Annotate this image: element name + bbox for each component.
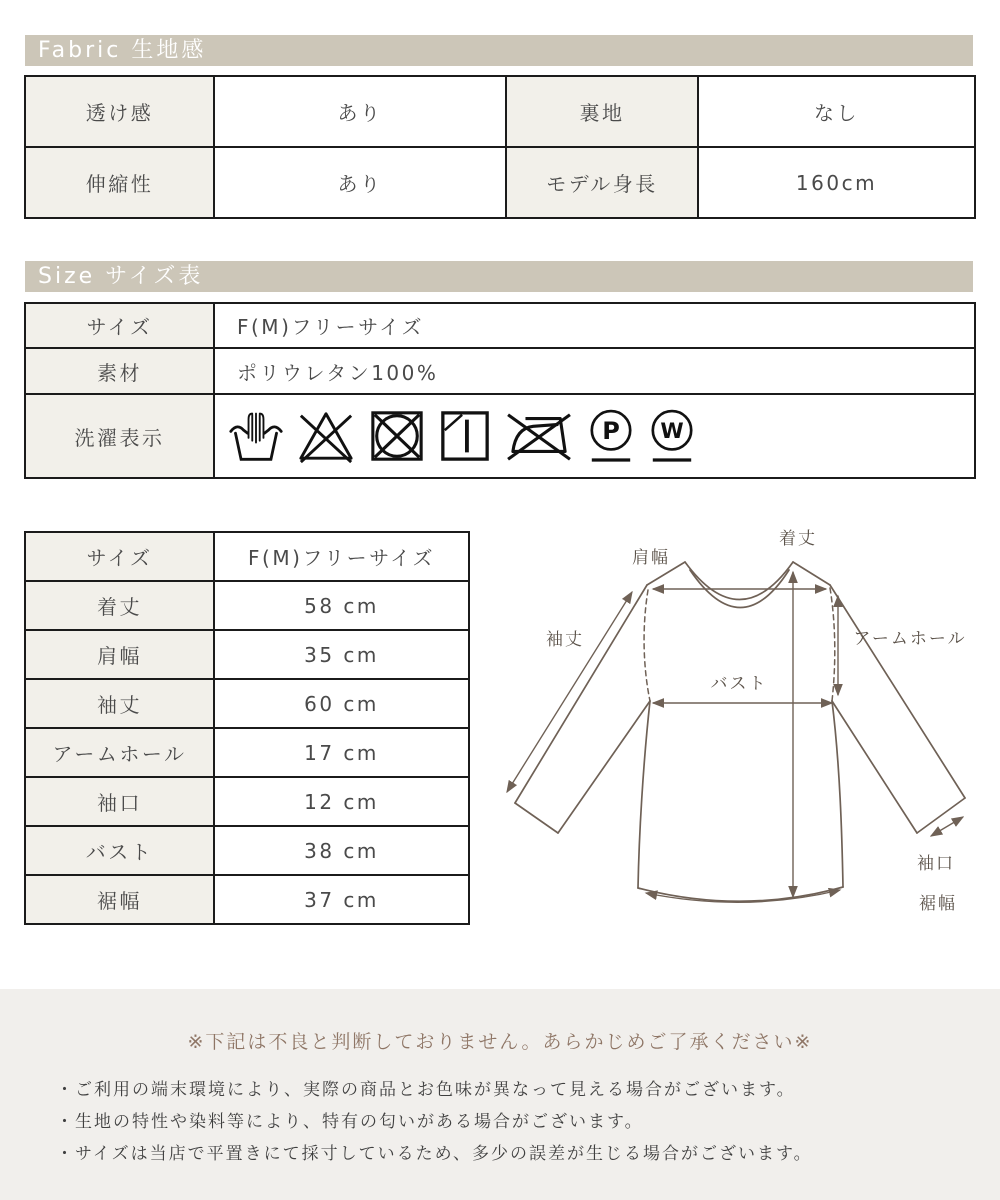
table-row [25,394,975,478]
measure-cuff-value: 12 cm [214,777,469,826]
measure-armhole-label: アームホール [25,728,214,777]
table-row [25,303,975,348]
fabric-label-lining: 裏地 [506,76,698,147]
do-not-iron-icon [504,407,574,465]
table-row [25,147,975,218]
measure-hem-value: 37 cm [214,875,469,924]
fabric-value-model-height: 160cm [698,147,975,218]
table-row [25,826,469,875]
dry-in-shade-icon [439,409,491,463]
fabric-value-sheerness: あり [214,76,506,147]
diagram-bust-label: バスト [710,674,768,694]
notes-heading: ※下記は不良と判断しておりません。あらかじめご了承ください※ [187,1031,813,1053]
measurement-arrows [507,572,963,902]
note-item: ・ご利用の端末環境により、実際の商品とお色味が異なって見える場合がございます。 [56,1080,796,1100]
measure-shoulder-label: 肩幅 [25,630,214,679]
note-item: ・サイズは当店で平置きにて採寸しているため、多少の誤差が生じる場合がございます。 [56,1144,813,1164]
hand-wash-icon [228,407,284,465]
notes-list [56,1074,1000,1170]
table-row [25,679,469,728]
measure-armhole-value: 17 cm [214,728,469,777]
diagram-shoulder-label: 肩幅 [632,548,670,568]
wet-clean-letter: W [660,417,684,443]
measure-shoulder-value: 35 cm [214,630,469,679]
notes-section [0,989,1000,1200]
table-row [25,532,469,581]
fabric-value-stretch: あり [214,147,506,218]
fabric-value-lining: なし [698,76,975,147]
table-row [25,630,469,679]
garment-outline [515,562,965,901]
table-row [25,875,469,924]
fabric-label-model-height: モデル身長 [506,147,698,218]
fabric-section-title: Fabric 生地感 [38,38,207,63]
diagram-sleeve-label: 袖丈 [546,630,584,650]
dry-clean-p-icon [587,407,635,465]
size-section-title: Size サイズ表 [38,264,204,289]
diagram-armhole-label: アームホール [853,629,967,649]
measure-cuff-label: 袖口 [25,777,214,826]
measure-sleeve-label: 袖丈 [25,679,214,728]
measure-hem-label: 裾幅 [25,875,214,924]
measurements-table [24,531,470,925]
table-row [25,76,975,147]
table-row [25,777,469,826]
measure-bust-label: バスト [25,826,214,875]
garment-measurement-diagram [480,505,1000,965]
measure-length-label: 着丈 [25,581,214,630]
measure-size-value: F(M)フリーサイズ [214,532,469,581]
laundry-icon-row [215,407,974,465]
diagram-length-label: 着丈 [779,529,817,549]
material-value: ポリウレタン100% [214,348,975,394]
care-symbols-cell [214,394,975,478]
fabric-table [24,75,976,219]
diagram-cuff-label: 袖口 [917,854,955,874]
table-row [25,348,975,394]
table-row [25,581,469,630]
fabric-label-sheerness: 透け感 [25,76,214,147]
size-section-header [25,261,973,292]
size-info-table [24,302,976,479]
note-item: ・生地の特性や染料等により、特有の匂いがある場合がございます。 [56,1112,644,1132]
wet-clean-w-icon [648,407,696,465]
do-not-tumble-dry-icon [368,408,426,464]
fabric-label-stretch: 伸縮性 [25,147,214,218]
measure-sleeve-value: 60 cm [214,679,469,728]
table-row [25,728,469,777]
material-label: 素材 [25,348,214,394]
measure-length-value: 58 cm [214,581,469,630]
dry-clean-letter: P [602,416,620,445]
diagram-hem-label: 裾幅 [919,894,957,914]
measure-bust-value: 38 cm [214,826,469,875]
sleeve-arrow [507,592,632,792]
fabric-section-header [25,35,973,66]
do-not-bleach-icon [297,407,355,465]
size-label: サイズ [25,303,214,348]
size-value: F(M)フリーサイズ [214,303,975,348]
measure-size-label: サイズ [25,532,214,581]
care-symbols-label: 洗濯表示 [25,394,214,478]
